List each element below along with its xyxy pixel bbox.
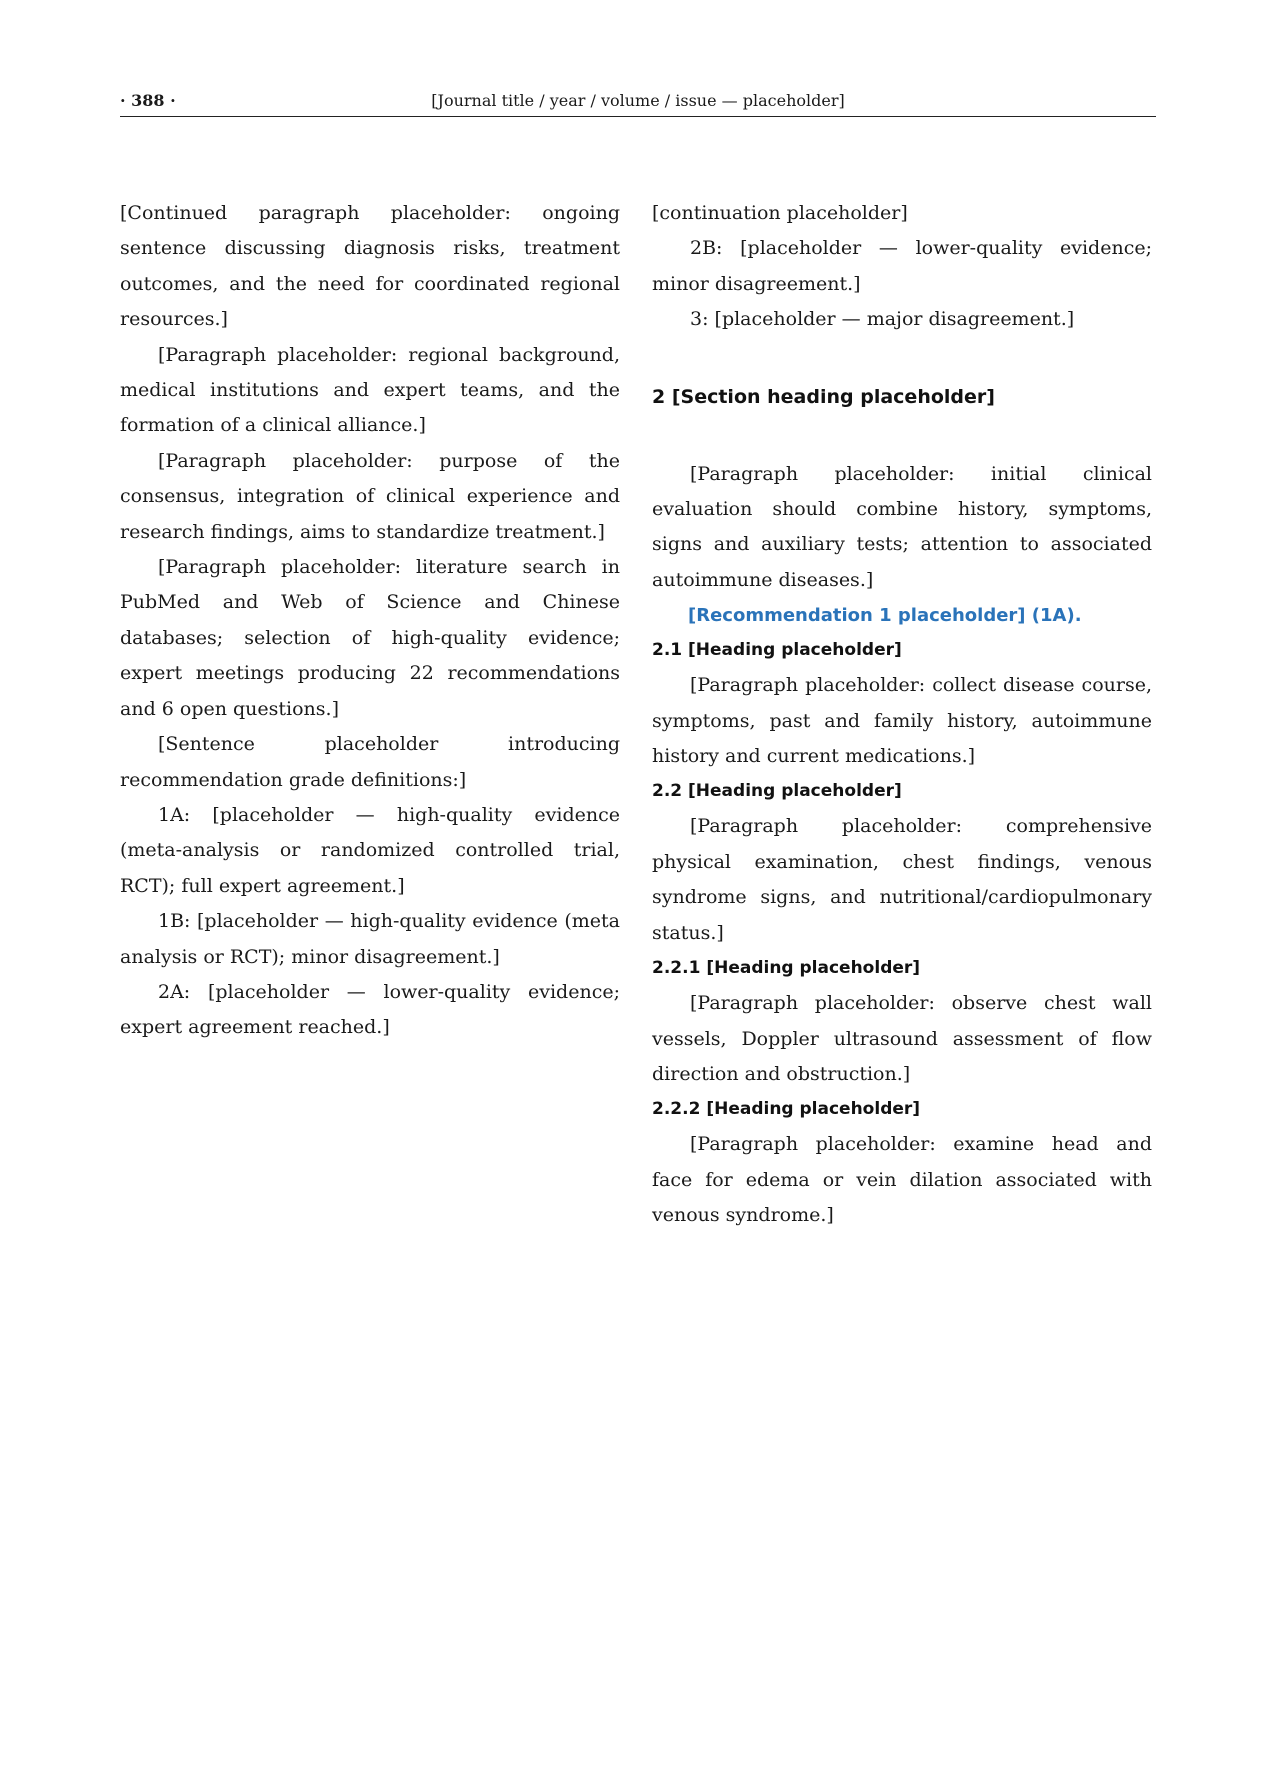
body-paragraph: 1A: [placeholder — high-quality evidence (meta-analysis or randomized controlled trial, RCT); full expert agreement.] [120,803,620,897]
body-paragraph: [Paragraph placeholder: purpose of the consensus, integration of clinical experience and research findings, aims to standardize treatment.] [120,449,620,543]
subsection-heading: 2.2.1 [Heading placeholder] [652,958,921,979]
body-paragraph: [Paragraph placeholder: collect disease course, symptoms, past and family history, autoimmune history and current medications.] [652,674,1152,768]
subsection-heading: 2.1 [Heading placeholder] [652,640,902,661]
subsection-heading: 2.2.2 [Heading placeholder] [652,1099,921,1120]
body-paragraph: [Continued paragraph placeholder: ongoing sentence discussing diagnosis risks, treatment outcomes, and the need for coordinated regional resources.] [120,202,620,331]
body-paragraph: [Paragraph placeholder: regional background, medical institutions and expert teams, and the formation of a clinical alliance.] [120,343,620,437]
body-paragraph: 2A: [placeholder — lower-quality evidence; expert agreement reached.] [120,980,620,1039]
body-paragraph: [Paragraph placeholder: literature search in PubMed and Web of Science and Chinese databases; selection of high-quality evidence; expert meetings producing 22 recommendations and 6 open questions.] [120,556,620,720]
body-paragraph: 3: [placeholder — major disagreement.] [690,308,1075,331]
recommendation-text: [Recommendation 1 placeholder] (1A). [688,605,1082,627]
section-heading: 2 [Section heading placeholder] [652,385,995,408]
body-paragraph: [Paragraph placeholder: examine head and face for edema or vein dilation associated with venous syndrome.] [652,1133,1152,1227]
body-paragraph: [Paragraph placeholder: observe chest wall vessels, Doppler ultrasound assessment of flow direction and obstruction.] [652,992,1152,1085]
subsection-heading: 2.2 [Heading placeholder] [652,781,902,802]
page-header [120,86,1156,117]
body-paragraph: 1B: [placeholder — high-quality evidence (meta analysis or RCT); minor disagreement.] [120,910,620,968]
body-paragraph: [Sentence placeholder introducing recommendation grade definitions:] [120,733,620,791]
body-paragraph: 2B: [placeholder — lower-quality evidence; minor disagreement.] [652,237,1152,295]
body-paragraph: [Paragraph placeholder: initial clinical evaluation should combine history, symptoms, signs and auxiliary tests; attention to associated autoimmune diseases.] [652,462,1152,591]
left-column [120,196,620,1046]
page-number: · 388 · [120,91,176,110]
journal-title: [Journal title / year / volume / issue — placeholder] [431,91,845,110]
section-gap [652,415,1152,457]
right-column [652,196,1152,1234]
body-paragraph: [Paragraph placeholder: comprehensive physical examination, chest findings, venous syndrome signs, and nutritional/cardiopulmonary status.] [652,815,1152,944]
body-paragraph: [continuation placeholder] [652,202,908,224]
section-gap [652,338,1152,380]
